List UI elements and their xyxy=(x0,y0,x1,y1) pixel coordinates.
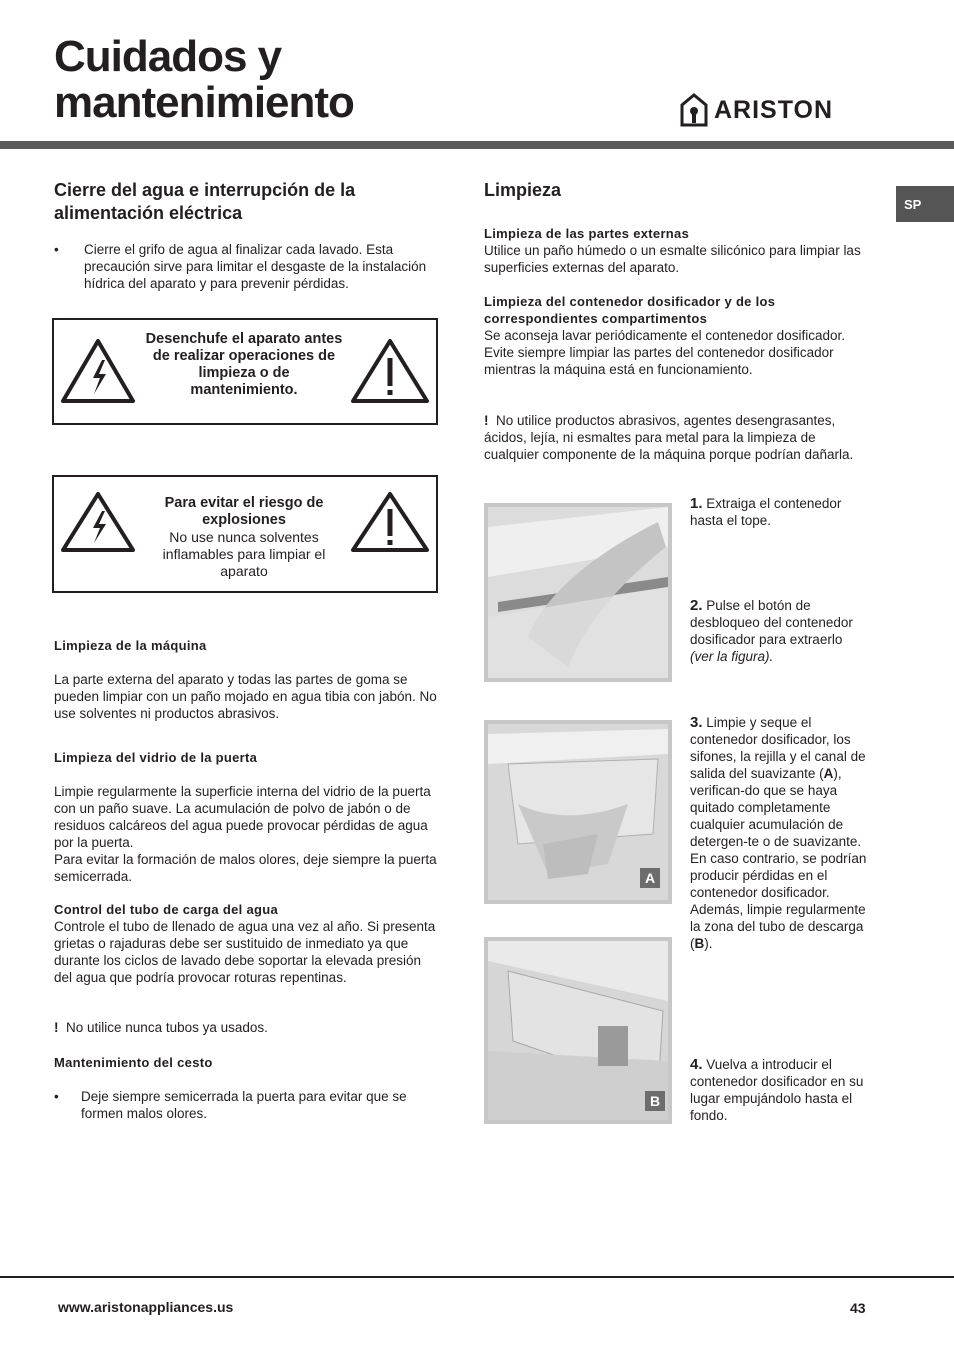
dispenser-photo-b xyxy=(484,937,672,1124)
paragraph-glass-odor: Para evitar la formación de malos olores, deje siempre la puerta semicerrada. xyxy=(54,852,437,884)
language-tab: SP xyxy=(896,186,954,222)
note-mark: ! xyxy=(484,413,489,428)
footer-divider xyxy=(0,1276,954,1278)
house-logo-icon xyxy=(680,93,708,127)
subheading-machine: Limpieza de la máquina xyxy=(54,638,207,653)
subheading-external: Limpieza de las partes externas xyxy=(484,226,690,241)
warning-box-unplug xyxy=(52,318,438,425)
subheading-glass: Limpieza del vidrio de la puerta xyxy=(54,750,258,765)
subheading-hose: Control del tubo de carga del agua xyxy=(54,902,279,917)
note-hose: ! No utilice nunca tubos ya usados. xyxy=(54,1020,268,1035)
subheading-dispenser: Limpieza del contenedor dosificador y de los correspondientes compartimentos xyxy=(484,294,776,326)
warning-box-explosion xyxy=(52,475,438,593)
hand-pulling-drawer-illustration xyxy=(488,507,668,678)
warning-text xyxy=(146,495,342,580)
warning-exclamation-icon xyxy=(350,338,430,404)
step-2: 2. Pulse el botón de desbloqueo del contenedor dosificador para extraerlo (ver la figura). xyxy=(690,597,853,664)
footer-url[interactable]: www.aristonappliances.us xyxy=(58,1299,234,1315)
warning-exclamation-icon xyxy=(350,491,430,553)
dispenser-photo-1 xyxy=(484,503,672,682)
subheading-drum: Mantenimiento del cesto xyxy=(54,1055,213,1070)
step-1: 1. Extraiga el contenedor hasta el tope. xyxy=(690,495,842,528)
header-divider xyxy=(0,141,954,149)
brand-name: ARISTON xyxy=(714,95,834,124)
note-abrasives: ! No utilice productos abrasivos, agentes desengrasantes, ácidos, lejía, ni esmaltes para metal para la limpieza de cualquier componente de la máquina porque podrían dañarla. xyxy=(484,413,854,462)
page-number: 43 xyxy=(850,1300,866,1316)
paragraph-dispenser: Se aconseja lavar periódicamente el contenedor dosificador. Evite siempre limpiar las partes del contenedor dosificador mientras la máquina está en funcionamiento. xyxy=(484,328,845,377)
list-item: • Cierre el grifo de agua al finalizar cada lavado. Esta precaución sirve para limitar el desgaste de la instalación hídrica del aparato y para prevenir pérdidas. xyxy=(54,242,427,291)
page-title: Cuidados y mantenimiento xyxy=(54,32,354,127)
paragraph-machine: La parte externa del aparato y todas las partes de goma se pueden limpiar con un paño mojado en agua tibia con jabón. No use solventes ni productos abrasivos. xyxy=(54,672,437,721)
step-3: 3. Limpie y seque el contenedor dosificador, los sifones, la rejilla y el canal de salida del suavizante (A), verifican-do que se haya quitado completamente cualquier acumulación de detergen-te o de suavizante. En caso contrario, se podrían producir pérdidas en el contenedor dosificador. Además, limpie regularmente la zona del tubo de descarga (B). xyxy=(690,714,867,951)
step-4: 4. Vuelva a introducir el contenedor dosificador en su lugar empujándolo hasta el fondo. xyxy=(690,1056,864,1123)
ariston-logo xyxy=(680,90,870,130)
note-mark: ! xyxy=(54,1020,59,1035)
paragraph-external: Utilice un paño húmedo o un esmalte silicónico para limpiar las superficies externas del aparato. xyxy=(484,243,861,275)
section-heading-cleaning: Limpieza xyxy=(484,180,562,200)
dispenser-drain-illustration xyxy=(488,941,668,1120)
warning-text: Desenchufe el aparato antes de realizar operaciones de limpieza o de mantenimiento. xyxy=(145,331,343,398)
paragraph-hose: Controle el tubo de llenado de agua una vez al año. Si presenta grietas o rajaduras debe ser sustituido de inmediato ya que durante los ciclos de lavado debe soportar la elevada presión del agua que podría provocar roturas repentinas. xyxy=(54,919,436,985)
photo-label: B xyxy=(645,1091,665,1111)
section-heading-water: Cierre del agua e interrupción de la alimentación eléctrica xyxy=(54,180,356,223)
electric-hazard-icon xyxy=(60,338,136,404)
dispenser-photo-a xyxy=(484,720,672,904)
paragraph-glass: Limpie regularmente la superficie interna del vidrio de la puerta con un paño suave. La acumulación de polvo de jabón o de residuos calcáreos del agua puede provocar pérdidas de agua por la puerta. xyxy=(54,784,431,850)
warning-title: Para evitar el riesgo de explosiones xyxy=(164,495,324,528)
bullet-mark: • xyxy=(54,1089,59,1104)
warning-body: No use nunca solventes inflamables para limpiar el aparato xyxy=(162,529,326,579)
electric-hazard-icon xyxy=(60,491,136,553)
bullet-mark: • xyxy=(54,242,59,257)
list-item: • Deje siempre semicerrada la puerta para evitar que se formen malos olores. xyxy=(54,1089,407,1121)
photo-label: A xyxy=(640,868,660,888)
